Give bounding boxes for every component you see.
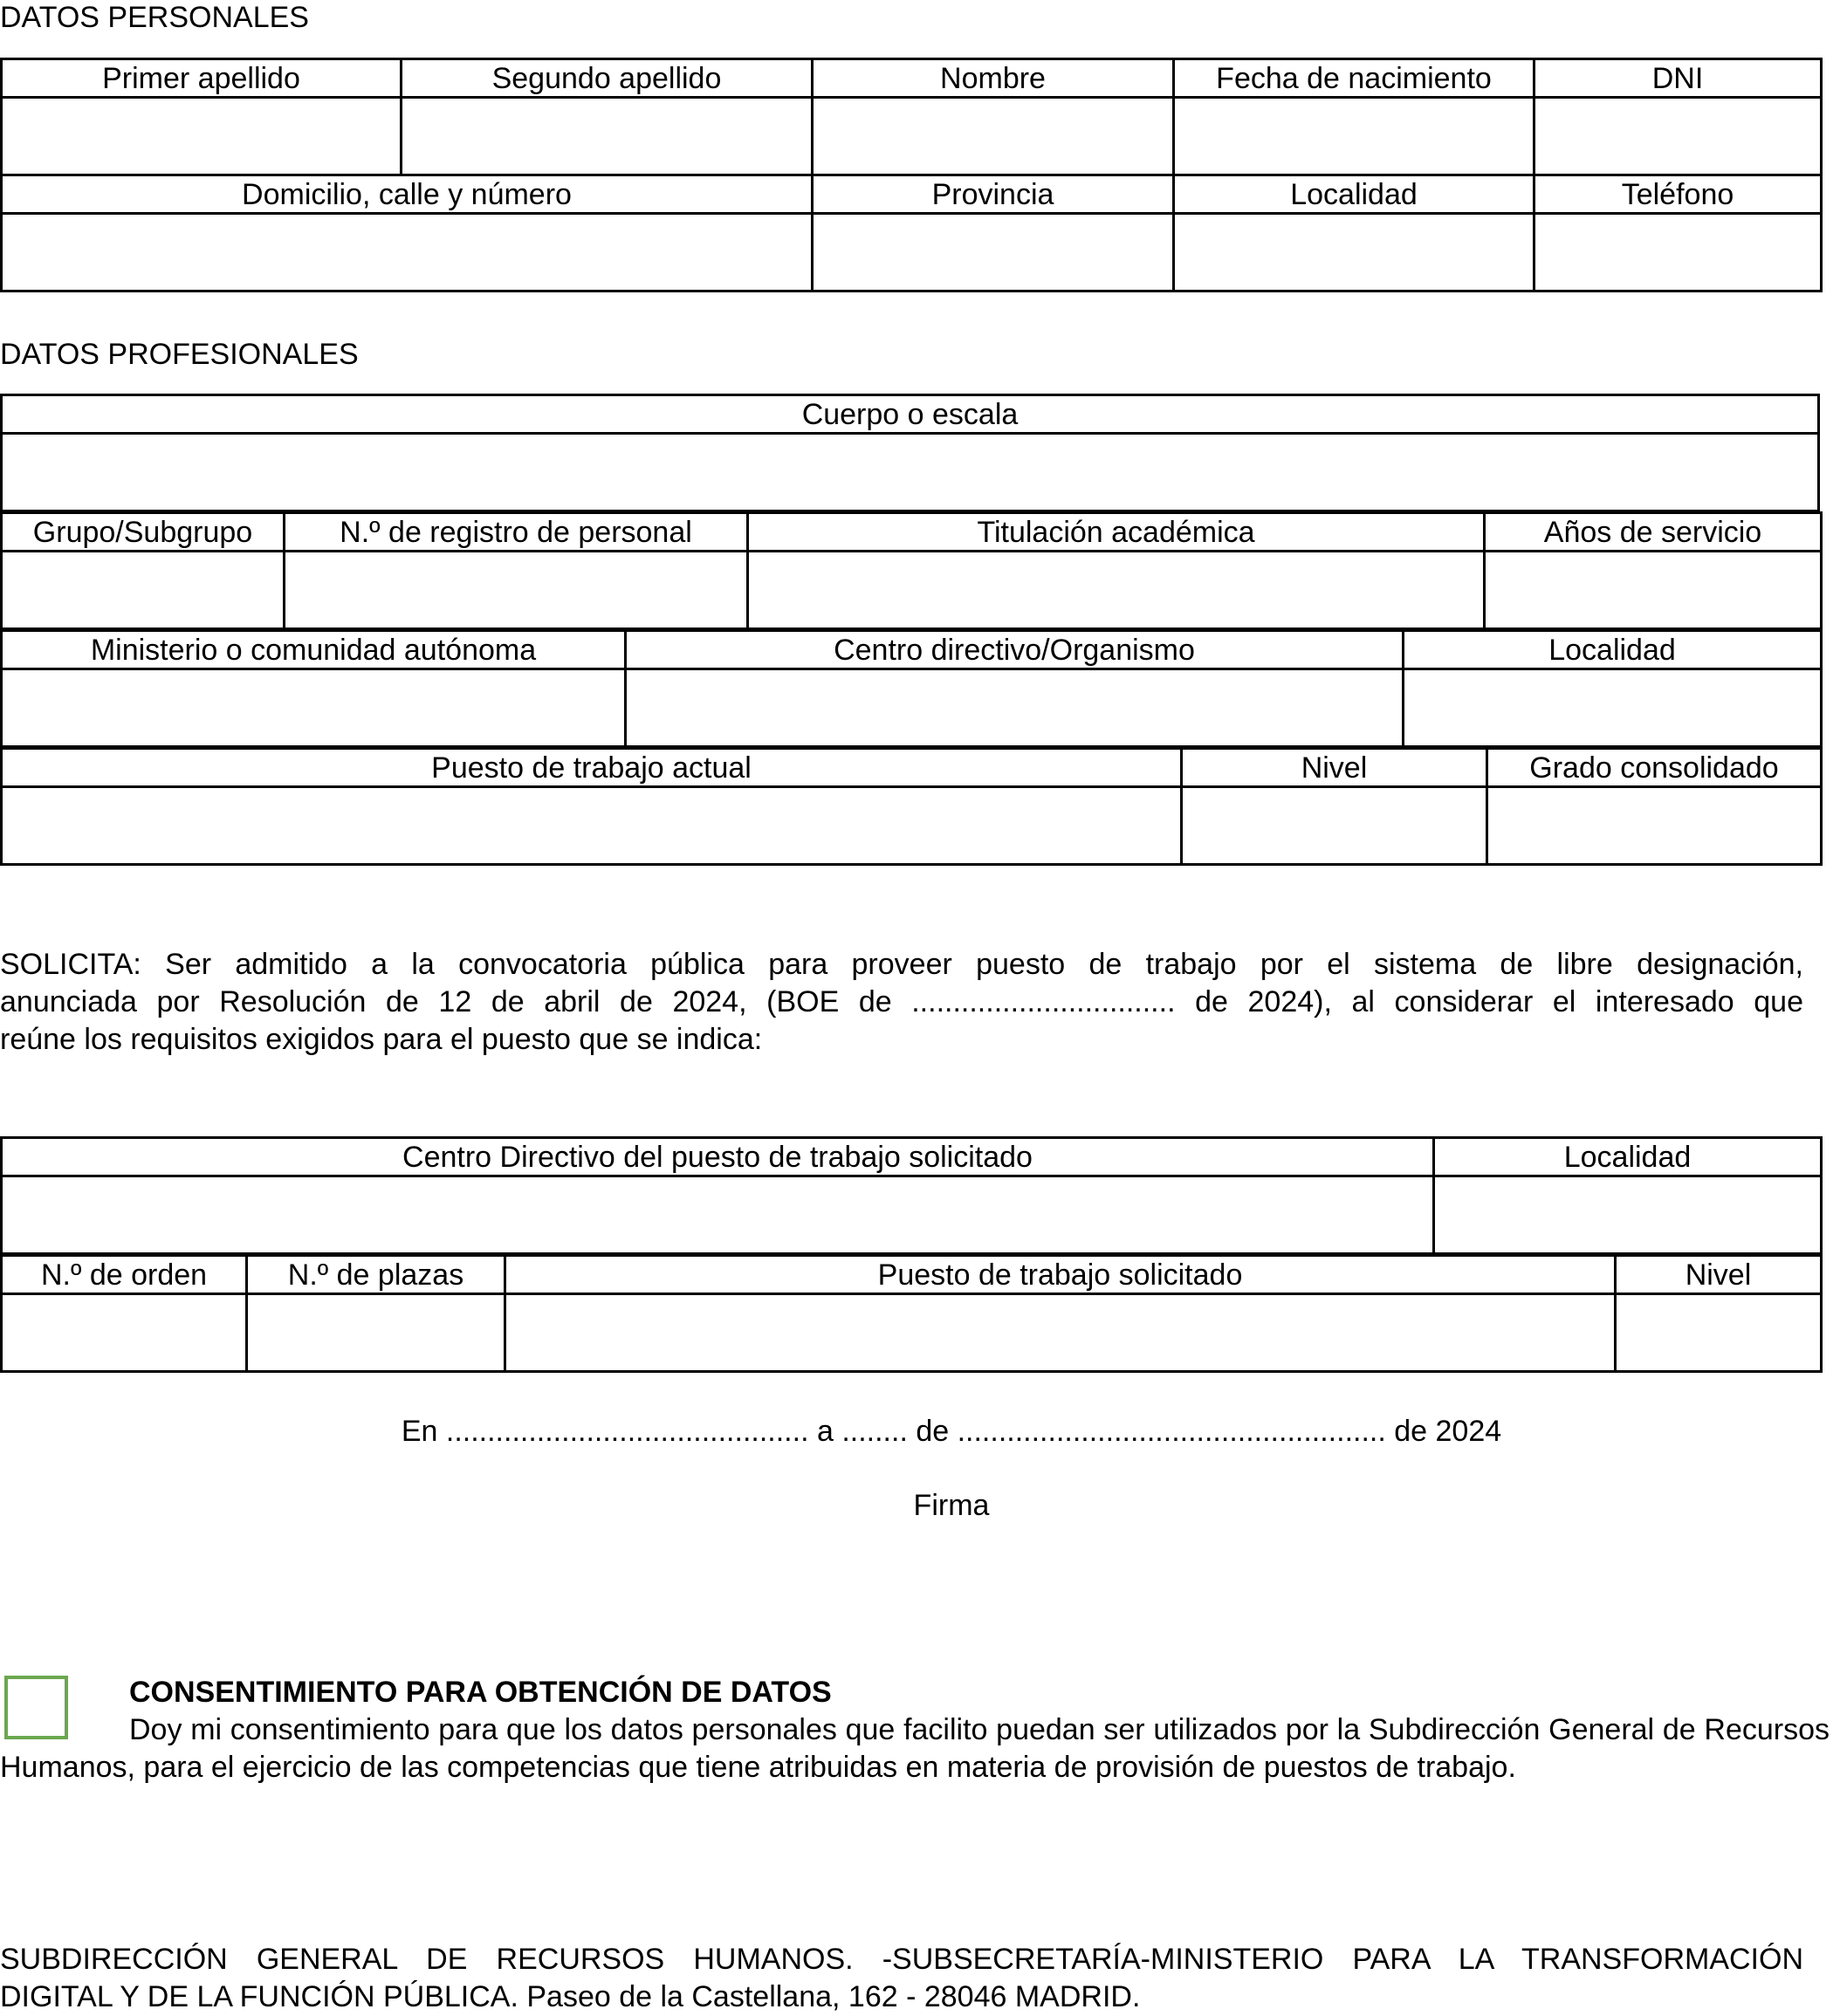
solicita-line-1: SOLICITA: Ser admitido a la convocatoria pública para proveer puesto de trabajo por el sistema de libre designación, <box>0 948 1803 981</box>
label-anos-servicio: Años de servicio <box>1485 513 1822 552</box>
footer-address <box>0 1941 1803 2016</box>
field-provincia[interactable] <box>813 214 1174 291</box>
field-nombre[interactable] <box>813 98 1174 175</box>
field-segundo-apellido[interactable] <box>402 98 813 175</box>
professional-table-puesto <box>0 747 1823 866</box>
field-numero-orden[interactable] <box>2 1294 247 1372</box>
field-puesto-solicitado[interactable] <box>505 1294 1616 1372</box>
label-titulacion: Titulación académica <box>748 513 1485 552</box>
field-nivel-actual[interactable] <box>1182 787 1487 865</box>
label-numero-orden: N.º de orden <box>2 1256 247 1294</box>
label-localidad-prof: Localidad <box>1404 631 1822 669</box>
personal-data-table <box>0 58 1823 292</box>
field-dni[interactable] <box>1534 98 1822 175</box>
label-registro-personal: N.º de registro de personal <box>285 513 748 552</box>
field-puesto-actual[interactable] <box>2 787 1182 865</box>
label-nivel-solicitado: Nivel <box>1616 1256 1822 1294</box>
footer-line-1: SUBDIRECCIÓN GENERAL DE RECURSOS HUMANOS. -SUBSECRETARÍA-MINISTERIO PARA LA TRANSFORMACIÓN <box>0 1943 1803 1976</box>
field-localidad[interactable] <box>1174 214 1534 291</box>
label-puesto-solicitado: Puesto de trabajo solicitado <box>505 1256 1616 1294</box>
label-centro-directivo: Centro directivo/Organismo <box>626 631 1404 669</box>
requested-table-puesto <box>0 1254 1823 1373</box>
label-primer-apellido: Primer apellido <box>2 59 402 98</box>
label-puesto-actual: Puesto de trabajo actual <box>2 749 1182 787</box>
personal-section-title: DATOS PERSONALES <box>0 1 309 34</box>
professional-table-grupo <box>0 511 1823 630</box>
field-domicilio[interactable] <box>2 214 813 291</box>
date-place-line[interactable]: En ............................................ a ........ de .................................................... de 2024 <box>401 1415 1502 1448</box>
field-localidad-solicitada[interactable] <box>1434 1176 1822 1254</box>
label-nivel-actual: Nivel <box>1182 749 1487 787</box>
solicita-line-3: reúne los requisitos exigidos para el puesto que se indica: <box>0 1023 763 1056</box>
field-numero-plazas[interactable] <box>247 1294 505 1372</box>
field-registro-personal[interactable] <box>285 552 748 629</box>
label-nombre: Nombre <box>813 59 1174 98</box>
field-grupo-subgrupo[interactable] <box>2 552 285 629</box>
solicita-line-2: anunciada por Resolución de 12 de abril de 2024, (BOE de ................................ de 2024), al considerar el interesado que <box>0 985 1803 1018</box>
field-telefono[interactable] <box>1534 214 1822 291</box>
professional-section-title: DATOS PROFESIONALES <box>0 338 359 371</box>
requested-table-centro <box>0 1136 1823 1255</box>
label-grado-consolidado: Grado consolidado <box>1487 749 1822 787</box>
label-localidad-solicitada: Localidad <box>1434 1138 1822 1176</box>
consent-body: Doy mi consentimiento para que los datos personales que facilito puedan ser utilizados por la Subdirección General de Recursos Humanos, para el ejercicio de las competencias que tiene atribuidas en materia de provisión de puestos de trabajo. <box>0 1713 1830 1784</box>
professional-table-cuerpo <box>0 394 1820 512</box>
field-centro-directivo[interactable] <box>626 669 1404 747</box>
label-ministerio: Ministerio o comunidad autónoma <box>2 631 626 669</box>
professional-table-ministerio <box>0 629 1823 748</box>
field-titulacion[interactable] <box>748 552 1485 629</box>
field-centro-solicitado[interactable] <box>2 1176 1434 1254</box>
field-cuerpo-escala[interactable] <box>2 434 1819 511</box>
field-nivel-solicitado[interactable] <box>1616 1294 1822 1372</box>
consent-title: CONSENTIMIENTO PARA OBTENCIÓN DE DATOS <box>129 1676 832 1709</box>
label-telefono: Teléfono <box>1534 175 1822 214</box>
signature-label: Firma <box>913 1489 990 1522</box>
label-dni: DNI <box>1534 59 1822 98</box>
label-fecha-nacimiento: Fecha de nacimiento <box>1174 59 1534 98</box>
field-grado-consolidado[interactable] <box>1487 787 1822 865</box>
label-domicilio: Domicilio, calle y número <box>2 175 813 214</box>
label-centro-solicitado: Centro Directivo del puesto de trabajo solicitado <box>2 1138 1434 1176</box>
label-numero-plazas: N.º de plazas <box>247 1256 505 1294</box>
label-segundo-apellido: Segundo apellido <box>402 59 813 98</box>
solicita-paragraph <box>0 946 1803 1059</box>
field-localidad-prof[interactable] <box>1404 669 1822 747</box>
field-ministerio[interactable] <box>2 669 626 747</box>
label-localidad: Localidad <box>1174 175 1534 214</box>
field-primer-apellido[interactable] <box>2 98 402 175</box>
footer-line-2: DIGITAL Y DE LA FUNCIÓN PÚBLICA. Paseo de la Castellana, 162 - 28046 MADRID. <box>0 1980 1141 2013</box>
label-grupo-subgrupo: Grupo/Subgrupo <box>2 513 285 552</box>
label-provincia: Provincia <box>813 175 1174 214</box>
field-fecha-nacimiento[interactable] <box>1174 98 1534 175</box>
field-anos-servicio[interactable] <box>1485 552 1822 629</box>
label-cuerpo-escala: Cuerpo o escala <box>2 395 1819 434</box>
